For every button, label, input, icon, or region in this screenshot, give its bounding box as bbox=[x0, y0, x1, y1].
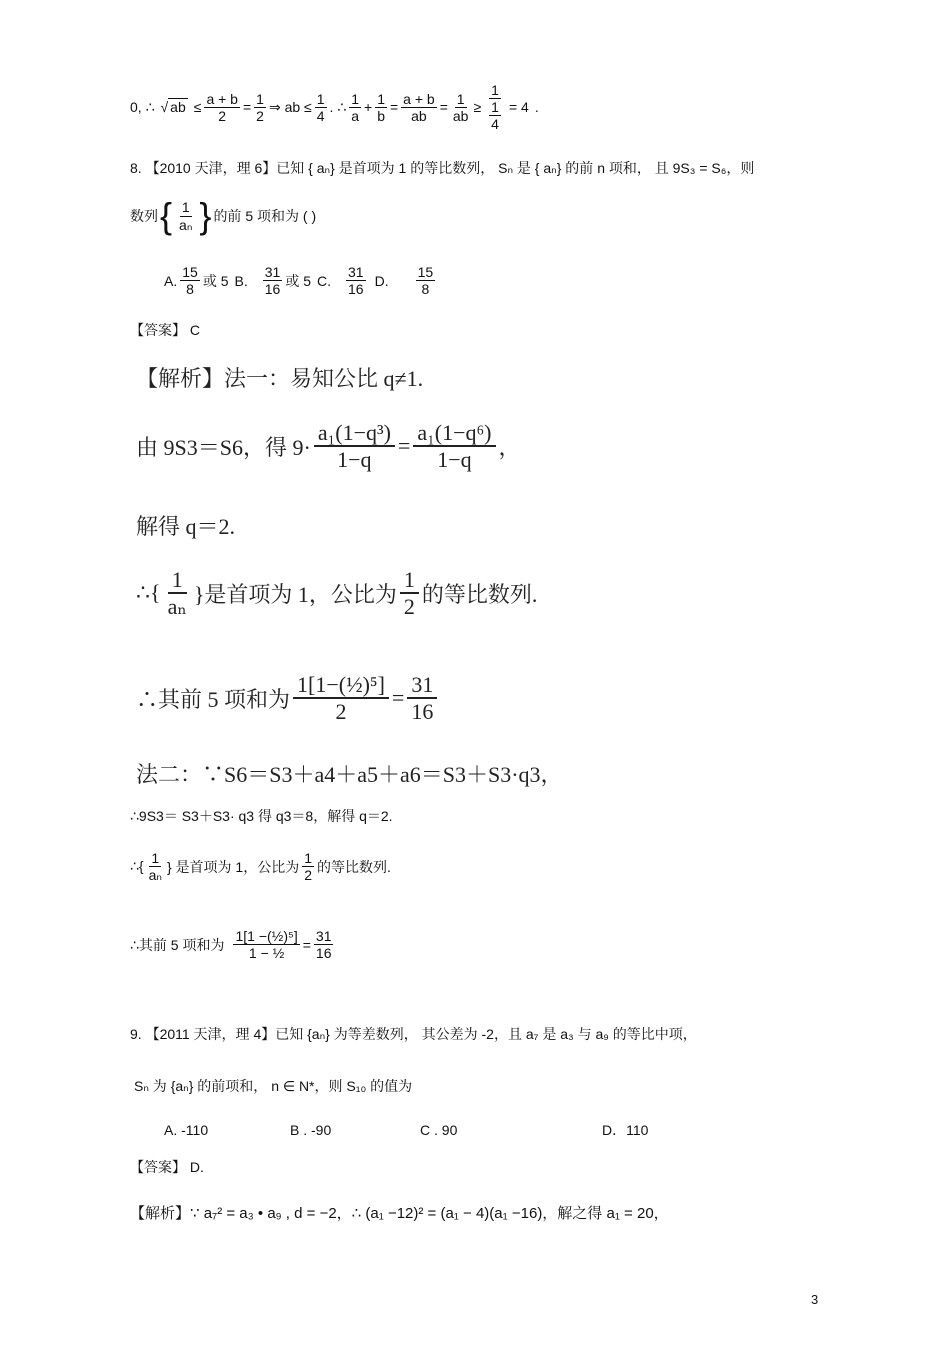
den: 16 bbox=[315, 945, 332, 962]
text: 法二：∵S6＝S3＋a4＋a5＋a6＝S3＋S3·q3， bbox=[136, 762, 563, 787]
fraction bbox=[314, 928, 334, 961]
fraction bbox=[314, 420, 395, 473]
fraction bbox=[407, 672, 437, 725]
den: 2 bbox=[304, 867, 313, 884]
sol8-line9 bbox=[130, 928, 336, 961]
num: 1 bbox=[151, 850, 160, 866]
answer-text: 【答案】 C bbox=[130, 322, 200, 338]
q9-solution bbox=[130, 1202, 669, 1223]
option-c: C . 90 bbox=[420, 1122, 458, 1138]
text: 的等比数列. bbox=[421, 581, 538, 607]
text: ∴{ bbox=[130, 858, 144, 875]
sol8-line2 bbox=[136, 420, 521, 473]
text: 或 5 bbox=[202, 272, 229, 289]
num: a₁(1−q⁶) bbox=[413, 420, 495, 447]
sqrt-radicand: ab bbox=[170, 99, 186, 116]
q8-line2 bbox=[130, 195, 317, 236]
sol8-line7 bbox=[130, 806, 393, 826]
num: 15 bbox=[417, 264, 434, 280]
den: 16 bbox=[348, 281, 364, 298]
sol8-line8 bbox=[130, 850, 391, 883]
q9-answer bbox=[130, 1157, 204, 1177]
den: aₙ bbox=[148, 867, 162, 884]
num: 1 bbox=[377, 90, 385, 107]
sol8-line4 bbox=[136, 567, 537, 620]
text: } 是首项为 1，公比为 bbox=[166, 858, 300, 875]
den: aₙ bbox=[179, 216, 193, 233]
solution-text: 【解析】∵ a₇² = a₃ • a₉ , d = −2，∴ (a₁ −12)² = (a₁ − 4)(a₁ −16)，解之得 a₁ = 20， bbox=[130, 1205, 669, 1222]
eq-sign: = bbox=[242, 99, 252, 116]
den: aₙ bbox=[167, 594, 187, 620]
fraction bbox=[233, 928, 299, 961]
option-a-label: A. bbox=[164, 272, 178, 289]
text: 由 9S3＝S6，得 9· bbox=[136, 434, 311, 460]
inner-fraction bbox=[489, 99, 501, 132]
fraction bbox=[346, 264, 366, 297]
den: 2 bbox=[256, 107, 264, 124]
den: 16 bbox=[264, 281, 281, 298]
option-a: A. -110 bbox=[164, 1122, 209, 1138]
fraction bbox=[451, 91, 471, 124]
den: 1−q bbox=[337, 447, 372, 473]
q9-text: 9. 【2011 天津，理 4】已知 {aₙ} 为等差数列， 其公差为 -2，且 a₇ 是 a₃ 与 a₉ 的等比中项， bbox=[130, 1026, 697, 1042]
den bbox=[484, 99, 506, 132]
num: 31 bbox=[407, 672, 437, 699]
eq-sign: = bbox=[397, 433, 411, 459]
inequality-line bbox=[130, 82, 539, 132]
eq-sign: = bbox=[391, 685, 405, 711]
q8-options bbox=[164, 264, 438, 297]
text: 解得 q＝2. bbox=[136, 514, 236, 539]
option-c-label: C. bbox=[317, 272, 331, 289]
den: 2 bbox=[403, 594, 415, 620]
text: ， bbox=[498, 434, 521, 460]
q9-line1 bbox=[130, 1024, 697, 1044]
sqrt-ab: √ ab bbox=[160, 99, 186, 116]
eq-value: = 4 bbox=[508, 99, 529, 116]
num: 1[1−(½)⁵] bbox=[293, 672, 389, 699]
eq-sign: = bbox=[439, 99, 448, 116]
num: 1 bbox=[181, 199, 190, 216]
den: 1−q bbox=[437, 447, 472, 473]
fraction bbox=[302, 850, 314, 883]
option-b-label: B. bbox=[234, 272, 248, 289]
den: a bbox=[351, 107, 359, 124]
text: ∴其前 5 项和为 bbox=[130, 936, 225, 953]
text: 数列 bbox=[130, 208, 158, 224]
sol8-line6 bbox=[136, 758, 563, 789]
right-brace: } bbox=[199, 195, 212, 236]
num: 1 bbox=[456, 90, 465, 107]
fraction bbox=[400, 567, 419, 620]
text: ∴{ bbox=[136, 580, 161, 606]
den: 16 bbox=[411, 699, 434, 725]
fraction bbox=[164, 567, 191, 620]
fraction bbox=[204, 91, 240, 124]
fraction bbox=[293, 672, 389, 725]
q9-options bbox=[164, 1120, 648, 1140]
ge-sign: ≥ bbox=[473, 99, 482, 116]
text: 或 5 bbox=[285, 272, 311, 289]
den: 1 − ½ bbox=[248, 945, 285, 962]
sol8-line3 bbox=[136, 510, 235, 541]
den: ab bbox=[411, 107, 427, 124]
num: a + b bbox=[206, 90, 238, 107]
therefore: . ∴ bbox=[329, 98, 347, 115]
num: 15 bbox=[182, 264, 198, 280]
fraction bbox=[315, 91, 327, 124]
fraction bbox=[177, 199, 194, 232]
eq-sign: = bbox=[389, 99, 399, 116]
num: 1 bbox=[351, 90, 359, 107]
num: 1[1 −(½)⁵] bbox=[235, 928, 298, 944]
q9-text: Sₙ 为 {aₙ} 的前项和， n ∈ N*，则 S₁₀ 的值为 bbox=[134, 1078, 413, 1094]
le-sign: ≤ bbox=[193, 99, 202, 116]
q9-line2 bbox=[134, 1076, 412, 1096]
den: 2 bbox=[335, 699, 347, 725]
sol8-line1 bbox=[136, 362, 423, 393]
num: 1 bbox=[491, 99, 499, 116]
den: ab bbox=[452, 107, 469, 124]
text: 的前 5 项和为 ( ) bbox=[213, 208, 317, 224]
sol8-line5 bbox=[136, 672, 440, 725]
text: 【解析】法一：易知公比 q≠1. bbox=[136, 366, 424, 391]
q8-text: 8. 【2010 天津，理 6】已知 { aₙ} 是首项为 1 的等比数列， Sₙ 是 { aₙ} 的前 n 项和， 且 9S₃ = S₆，则 bbox=[130, 160, 755, 176]
fraction bbox=[375, 91, 387, 124]
fraction bbox=[147, 850, 164, 883]
num: a₁(1−q³) bbox=[314, 420, 395, 447]
num: 31 bbox=[264, 264, 281, 280]
fraction bbox=[401, 91, 437, 124]
num: 31 bbox=[348, 264, 364, 280]
fraction bbox=[416, 264, 436, 297]
q8-line1 bbox=[130, 158, 754, 178]
num: 31 bbox=[315, 928, 332, 944]
den: 8 bbox=[421, 281, 430, 298]
den: 8 bbox=[186, 281, 194, 298]
den: 4 bbox=[491, 116, 499, 133]
fraction bbox=[413, 420, 495, 473]
answer-text: 【答案】 D. bbox=[130, 1159, 204, 1175]
plus-sign: + bbox=[364, 99, 373, 116]
den: 4 bbox=[316, 107, 325, 124]
fraction bbox=[263, 264, 283, 297]
period: . bbox=[534, 99, 539, 116]
compound-fraction bbox=[484, 82, 506, 132]
q8-answer bbox=[130, 320, 200, 340]
num: 1 bbox=[400, 567, 419, 594]
left-brace: { bbox=[160, 195, 173, 236]
text: 的等比数列. bbox=[317, 858, 391, 875]
implies: ⇒ ab ≤ bbox=[268, 98, 312, 115]
option-b: B . -90 bbox=[290, 1122, 332, 1138]
num: 1 bbox=[316, 90, 325, 107]
num: 1 bbox=[304, 850, 313, 866]
option-d-label: D. bbox=[374, 272, 389, 289]
text: ∴其前 5 项和为 bbox=[136, 686, 291, 712]
page-number: 3 bbox=[811, 1292, 819, 1307]
den: b bbox=[377, 107, 385, 124]
option-d: D．110 bbox=[602, 1122, 649, 1138]
fraction bbox=[254, 91, 266, 124]
num: 1 bbox=[168, 567, 187, 594]
num: 1 bbox=[256, 90, 264, 107]
text: ∴9S3＝ S3＋S3· q3 得 q3＝8，解得 q＝2. bbox=[130, 808, 393, 824]
eq-sign: = bbox=[302, 936, 311, 953]
num: a + b bbox=[403, 90, 435, 107]
num: 1 bbox=[491, 82, 499, 98]
den: 2 bbox=[218, 107, 227, 124]
fraction bbox=[180, 264, 200, 297]
text: }是首项为 1，公比为 bbox=[193, 581, 397, 607]
text: 0, ∴ bbox=[130, 98, 155, 115]
fraction bbox=[349, 91, 361, 124]
